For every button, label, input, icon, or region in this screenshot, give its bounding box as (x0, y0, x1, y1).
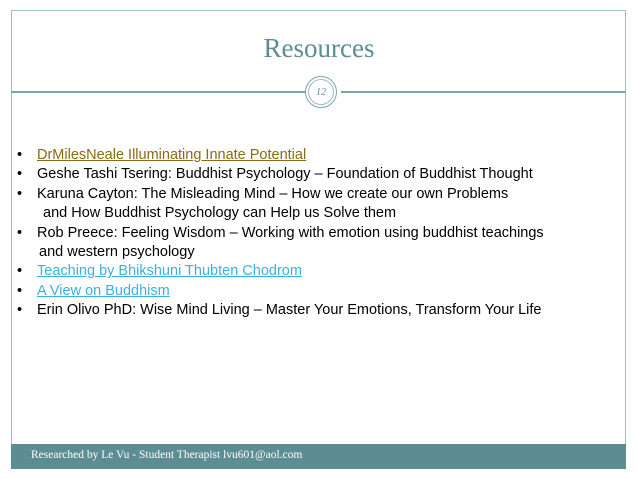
resource-link-view-on-buddhism[interactable]: A View on Buddhism (37, 282, 170, 299)
title-divider-right (341, 91, 626, 93)
list-item (17, 224, 622, 263)
bullet: • (17, 166, 23, 183)
page-number-badge (305, 76, 337, 108)
bullet: • (17, 282, 23, 299)
list-item-continuation: and How Buddhist Psychology can Help us Solve them (39, 205, 397, 222)
bullet: • (17, 147, 23, 163)
list-item (17, 185, 622, 224)
list-item (17, 165, 622, 184)
resource-link-drmilesneale[interactable]: DrMilesNeale Illuminating Innate Potential (37, 147, 307, 163)
slide-title: Resources (263, 33, 375, 63)
bullet: • (17, 224, 23, 241)
list-item-continuation: and western psychology (39, 244, 195, 261)
footer-text: Researched by Le Vu - Student Therapist lvu601@aol.com (31, 449, 303, 461)
resource-list (17, 146, 622, 321)
bullet: • (17, 302, 23, 319)
list-item (17, 301, 622, 320)
resource-link-thubten-chodrom[interactable]: Teaching by Bhikshuni Thubten Chodrom (37, 263, 302, 280)
list-item-text: Rob Preece: Feeling Wisdom – Working with emotion using buddhist teachings (37, 224, 544, 241)
list-item (17, 282, 622, 301)
title-divider-left (11, 91, 306, 93)
list-item-text: Geshe Tashi Tsering: Buddhist Psychology – Foundation of Buddhist Thought (37, 166, 533, 183)
footer-bar (11, 444, 626, 469)
list-item-text: Erin Olivo PhD: Wise Mind Living – Master Your Emotions, Transform Your Life (37, 302, 542, 319)
list-item-text: Karuna Cayton: The Misleading Mind – How we create our own Problems (37, 185, 509, 202)
list-item (17, 262, 622, 281)
bullet: • (17, 185, 23, 202)
bullet: • (17, 263, 23, 280)
list-item (17, 146, 622, 165)
page-number: 12 (308, 79, 334, 105)
